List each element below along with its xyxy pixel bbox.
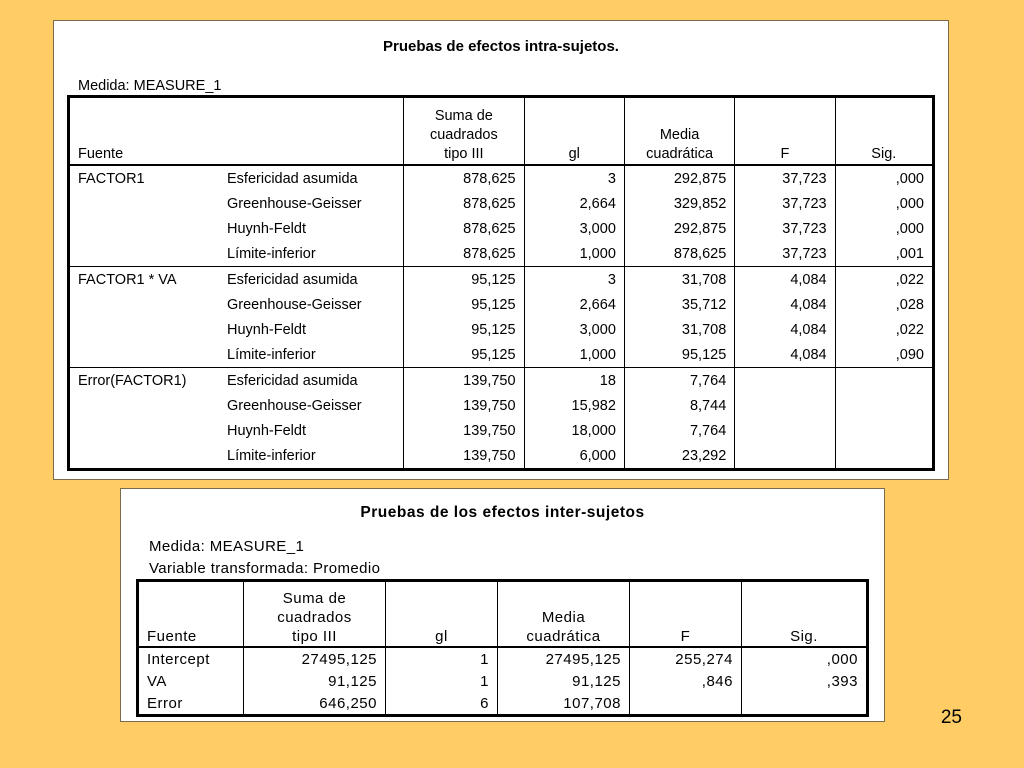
between-title: Pruebas de los efectos inter-sujetos (360, 504, 645, 521)
cell-f (735, 443, 835, 470)
cell-mean-square: 7,764 (624, 368, 734, 394)
source-label: VA (147, 672, 167, 690)
correction-label: Límite-inferior (227, 245, 316, 262)
cell-f (735, 418, 835, 443)
cell-mean-square: 8,744 (624, 393, 734, 418)
table-row (138, 670, 868, 692)
cell-sig: ,000 (835, 191, 933, 216)
cell-sig: ,090 (835, 342, 933, 368)
cell-sum-of-squares: 646,250 (244, 692, 386, 716)
header-sig: Sig. (742, 581, 868, 648)
cell-sum-of-squares: 139,750 (404, 368, 524, 394)
cell-sig: ,000 (835, 216, 933, 241)
cell-mean-square: 292,875 (624, 216, 734, 241)
between-measure: Medida: MEASURE_1 (149, 538, 305, 555)
cell-f: 37,723 (735, 216, 835, 241)
header-row (138, 581, 868, 648)
source-label: Error(FACTOR1) (69, 368, 220, 394)
cell-sum-of-squares: 91,125 (244, 670, 386, 692)
correction-label: Esfericidad asumida (219, 165, 404, 191)
cell-df: 18 (524, 368, 624, 394)
cell-mean-square: 107,708 (498, 692, 630, 716)
header-source: Fuente (78, 146, 124, 162)
cell-df: 2,664 (524, 191, 624, 216)
header-mean-square: Media cuadrática (498, 581, 630, 648)
cell-f: 4,084 (735, 267, 835, 293)
cell-f: 4,084 (735, 317, 835, 342)
cell-df: 18,000 (524, 418, 624, 443)
table-row (69, 393, 934, 418)
correction-label: Huynh-Feldt (227, 220, 306, 237)
table-row (69, 191, 934, 216)
cell-f: 37,723 (735, 165, 835, 191)
cell-sig: ,001 (835, 241, 933, 267)
cell-sum-of-squares: 27495,125 (244, 647, 386, 670)
cell-sum-of-squares: 139,750 (404, 443, 524, 470)
cell-sig: ,022 (835, 317, 933, 342)
source-label (69, 418, 220, 443)
table-row (69, 443, 934, 470)
source-label (69, 443, 220, 470)
cell-f (735, 393, 835, 418)
correction-label: Huynh-Feldt (227, 321, 306, 338)
cell-sig: ,000 (742, 647, 868, 670)
cell-df: 1 (386, 647, 498, 670)
header-row (69, 97, 934, 166)
cell-mean-square: 27495,125 (498, 647, 630, 670)
cell-sum-of-squares: 139,750 (404, 393, 524, 418)
cell-df: 6,000 (524, 443, 624, 470)
source-label: FACTOR1 (69, 165, 220, 191)
correction-label: Greenhouse-Geisser (227, 397, 362, 414)
header-mean-square: Media cuadrática (624, 97, 734, 166)
cell-sig: ,022 (835, 267, 933, 293)
source-label (69, 216, 220, 241)
source-label (69, 191, 220, 216)
cell-sum-of-squares: 95,125 (404, 267, 524, 293)
header-sum-of-squares: Suma de cuadrados tipo III (404, 97, 524, 166)
cell-f: 255,274 (630, 647, 742, 670)
table-row (69, 317, 934, 342)
cell-mean-square: 95,125 (624, 342, 734, 368)
cell-f: 37,723 (735, 241, 835, 267)
source-label: Intercept (138, 647, 244, 670)
header-sum-of-squares: Suma de cuadrados tipo III (244, 581, 386, 648)
cell-sig: ,028 (835, 292, 933, 317)
cell-f (630, 692, 742, 716)
table-row (69, 216, 934, 241)
cell-df: 1 (386, 670, 498, 692)
within-title: Pruebas de efectos intra-sujetos. (383, 38, 619, 55)
cell-df: 6 (386, 692, 498, 716)
table-row (138, 692, 868, 716)
cell-df: 3,000 (524, 317, 624, 342)
cell-df: 2,664 (524, 292, 624, 317)
correction-label: Límite-inferior (227, 346, 316, 363)
source-label (69, 317, 220, 342)
cell-mean-square: 31,708 (624, 267, 734, 293)
cell-sum-of-squares: 139,750 (404, 418, 524, 443)
header-sig: Sig. (835, 97, 933, 166)
cell-sig: ,000 (835, 165, 933, 191)
source-label: FACTOR1 * VA (69, 267, 220, 293)
within-effects-table (67, 95, 935, 471)
table-row (69, 342, 934, 368)
header-f: F (630, 581, 742, 648)
cell-f: ,846 (630, 670, 742, 692)
source-label (69, 393, 220, 418)
cell-f (735, 368, 835, 394)
cell-sig (835, 443, 933, 470)
within-subjects-panel (53, 20, 949, 480)
cell-sum-of-squares: 95,125 (404, 292, 524, 317)
cell-sig (835, 368, 933, 394)
cell-sig (835, 393, 933, 418)
cell-df: 15,982 (524, 393, 624, 418)
cell-df: 3 (524, 267, 624, 293)
within-measure: Medida: MEASURE_1 (78, 78, 222, 94)
correction-label: Greenhouse-Geisser (227, 195, 362, 212)
cell-mean-square: 292,875 (624, 165, 734, 191)
table-row (69, 292, 934, 317)
correction-label: Límite-inferior (227, 447, 316, 464)
table-row (69, 418, 934, 443)
table-row (69, 368, 934, 394)
source-label (69, 241, 220, 267)
header-df: gl (386, 581, 498, 648)
cell-sum-of-squares: 878,625 (404, 165, 524, 191)
cell-mean-square: 23,292 (624, 443, 734, 470)
page-number: 25 (940, 707, 962, 728)
cell-mean-square: 329,852 (624, 191, 734, 216)
source-label (69, 292, 220, 317)
cell-sum-of-squares: 878,625 (404, 216, 524, 241)
table-row (138, 647, 868, 670)
cell-sig: ,393 (742, 670, 868, 692)
cell-mean-square: 35,712 (624, 292, 734, 317)
header-df: gl (524, 97, 624, 166)
correction-label: Huynh-Feldt (227, 422, 306, 439)
cell-sum-of-squares: 878,625 (404, 191, 524, 216)
correction-label: Esfericidad asumida (219, 368, 404, 394)
cell-df: 3,000 (524, 216, 624, 241)
cell-sig (835, 418, 933, 443)
cell-f: 37,723 (735, 191, 835, 216)
table-row (69, 165, 934, 191)
cell-mean-square: 878,625 (624, 241, 734, 267)
source-label (69, 342, 220, 368)
between-subjects-panel (120, 488, 885, 722)
source-label: Error (147, 694, 183, 712)
cell-df: 1,000 (524, 241, 624, 267)
cell-f: 4,084 (735, 292, 835, 317)
header-f: F (735, 97, 835, 166)
cell-sum-of-squares: 878,625 (404, 241, 524, 267)
header-source: Fuente (147, 628, 197, 645)
cell-sig (742, 692, 868, 716)
cell-mean-square: 7,764 (624, 418, 734, 443)
cell-mean-square: 91,125 (498, 670, 630, 692)
table-row (69, 241, 934, 267)
cell-df: 3 (524, 165, 624, 191)
between-variable: Variable transformada: Promedio (149, 560, 381, 577)
cell-mean-square: 31,708 (624, 317, 734, 342)
correction-label: Esfericidad asumida (219, 267, 404, 293)
between-effects-table (136, 579, 869, 717)
table-row (69, 267, 934, 293)
cell-df: 1,000 (524, 342, 624, 368)
cell-sum-of-squares: 95,125 (404, 317, 524, 342)
cell-f: 4,084 (735, 342, 835, 368)
correction-label: Greenhouse-Geisser (227, 296, 362, 313)
cell-sum-of-squares: 95,125 (404, 342, 524, 368)
